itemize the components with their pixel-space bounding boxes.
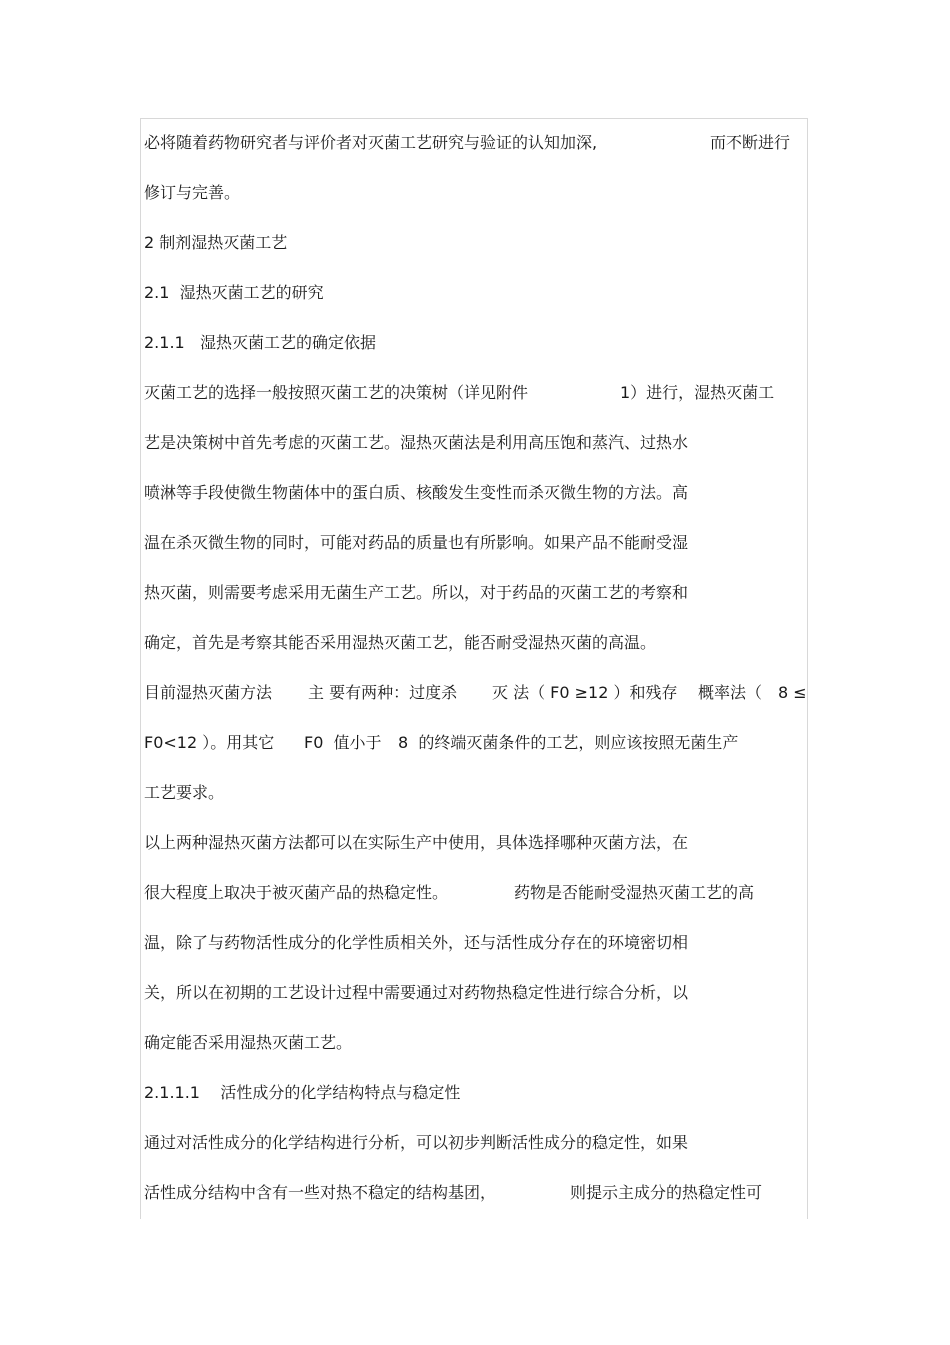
text-segment: 温，除了与药物活性成分的化学性质相关外，还与活性成分存在的环境密切相 <box>144 933 689 952</box>
text-segment: 2.1.1.1 活性成分的化学结构特点与稳定性 <box>144 1083 461 1102</box>
text-segment: 关，所以在初期的工艺设计过程中需要通过对药物热稳定性进行综合分析，以 <box>144 983 689 1002</box>
text-segment: 确定，首先是考察其能否采用湿热灭菌工艺，能否耐受湿热灭菌的高温。 <box>144 633 657 652</box>
text-line <box>144 130 791 156</box>
text-line <box>144 380 775 406</box>
text-segment: F0 值小于 <box>304 733 382 752</box>
text-line <box>144 780 225 806</box>
text-segment: 目前湿热灭菌方法 <box>144 683 273 702</box>
text-line <box>144 1180 763 1206</box>
text-segment: 通过对活性成分的化学结构进行分析，可以初步判断活性成分的稳定性，如果 <box>144 1133 689 1152</box>
text-segment: 艺是决策树中首先考虑的灭菌工艺。湿热灭菌法是利用高压饱和蒸汽、过热水 <box>144 433 689 452</box>
text-segment: 8 ≤ <box>778 683 807 702</box>
text-line <box>144 1130 689 1156</box>
text-segment: 2.1.1 湿热灭菌工艺的确定依据 <box>144 333 376 352</box>
text-segment: 工艺要求。 <box>144 783 225 802</box>
text-line <box>144 680 807 706</box>
subsection-heading <box>144 1080 461 1106</box>
text-segment: 确定能否采用湿热灭菌工艺。 <box>144 1033 353 1052</box>
text-line <box>144 580 689 606</box>
section-heading <box>144 230 288 256</box>
text-line <box>144 430 689 456</box>
text-segment: 8 的终端灭菌条件的工艺，则应该按照无菌生产 <box>398 733 739 752</box>
text-line <box>144 880 755 906</box>
text-line <box>144 930 689 956</box>
text-line <box>144 480 689 506</box>
text-segment: 温在杀灭微生物的同时，可能对药品的质量也有所影响。如果产品不能耐受湿 <box>144 533 689 552</box>
text-segment: 2.1 湿热灭菌工艺的研究 <box>144 283 324 302</box>
text-segment: 很大程度上取决于被灭菌产品的热稳定性。 <box>144 883 449 902</box>
text-line <box>144 980 689 1006</box>
text-segment: 主 要有两种：过度杀 <box>308 683 458 702</box>
text-segment: 喷淋等手段使微生物菌体中的蛋白质、核酸发生变性而杀灭微生物的方法。高 <box>144 483 689 502</box>
text-line <box>144 830 689 856</box>
text-segment: 修订与完善。 <box>144 183 241 202</box>
text-segment: 以上两种湿热灭菌方法都可以在实际生产中使用，具体选择哪种灭菌方法，在 <box>144 833 689 852</box>
text-segment: F0<12 ）。用其它 <box>144 733 275 752</box>
text-segment: 概率法（ <box>698 683 763 702</box>
text-line <box>144 530 689 556</box>
text-segment: 灭 法（ F0 ≥12 ）和残存 <box>492 683 678 702</box>
text-line <box>144 1030 353 1056</box>
text-segment: 活性成分结构中含有一些对热不稳定的结构基团， <box>144 1183 497 1202</box>
text-line <box>144 730 739 756</box>
text-segment: 热灭菌，则需要考虑采用无菌生产工艺。所以，对于药品的灭菌工艺的考察和 <box>144 583 689 602</box>
text-line <box>144 630 657 656</box>
text-segment: 必将随着药物研究者与评价者对灭菌工艺研究与验证的认知加深, <box>144 133 598 152</box>
subsection-heading <box>144 280 324 306</box>
text-segment: 而不断进行 <box>710 133 791 152</box>
text-segment: 1）进行，湿热灭菌工 <box>620 383 775 402</box>
text-segment: 则提示主成分的热稳定性可 <box>570 1183 763 1202</box>
subsection-heading <box>144 330 376 356</box>
text-segment: 灭菌工艺的选择一般按照灭菌工艺的决策树（详见附件 <box>144 383 529 402</box>
text-segment: 药物是否能耐受湿热灭菌工艺的高 <box>514 883 755 902</box>
text-segment: 2 制剂湿热灭菌工艺 <box>144 233 288 252</box>
text-line <box>144 180 241 206</box>
